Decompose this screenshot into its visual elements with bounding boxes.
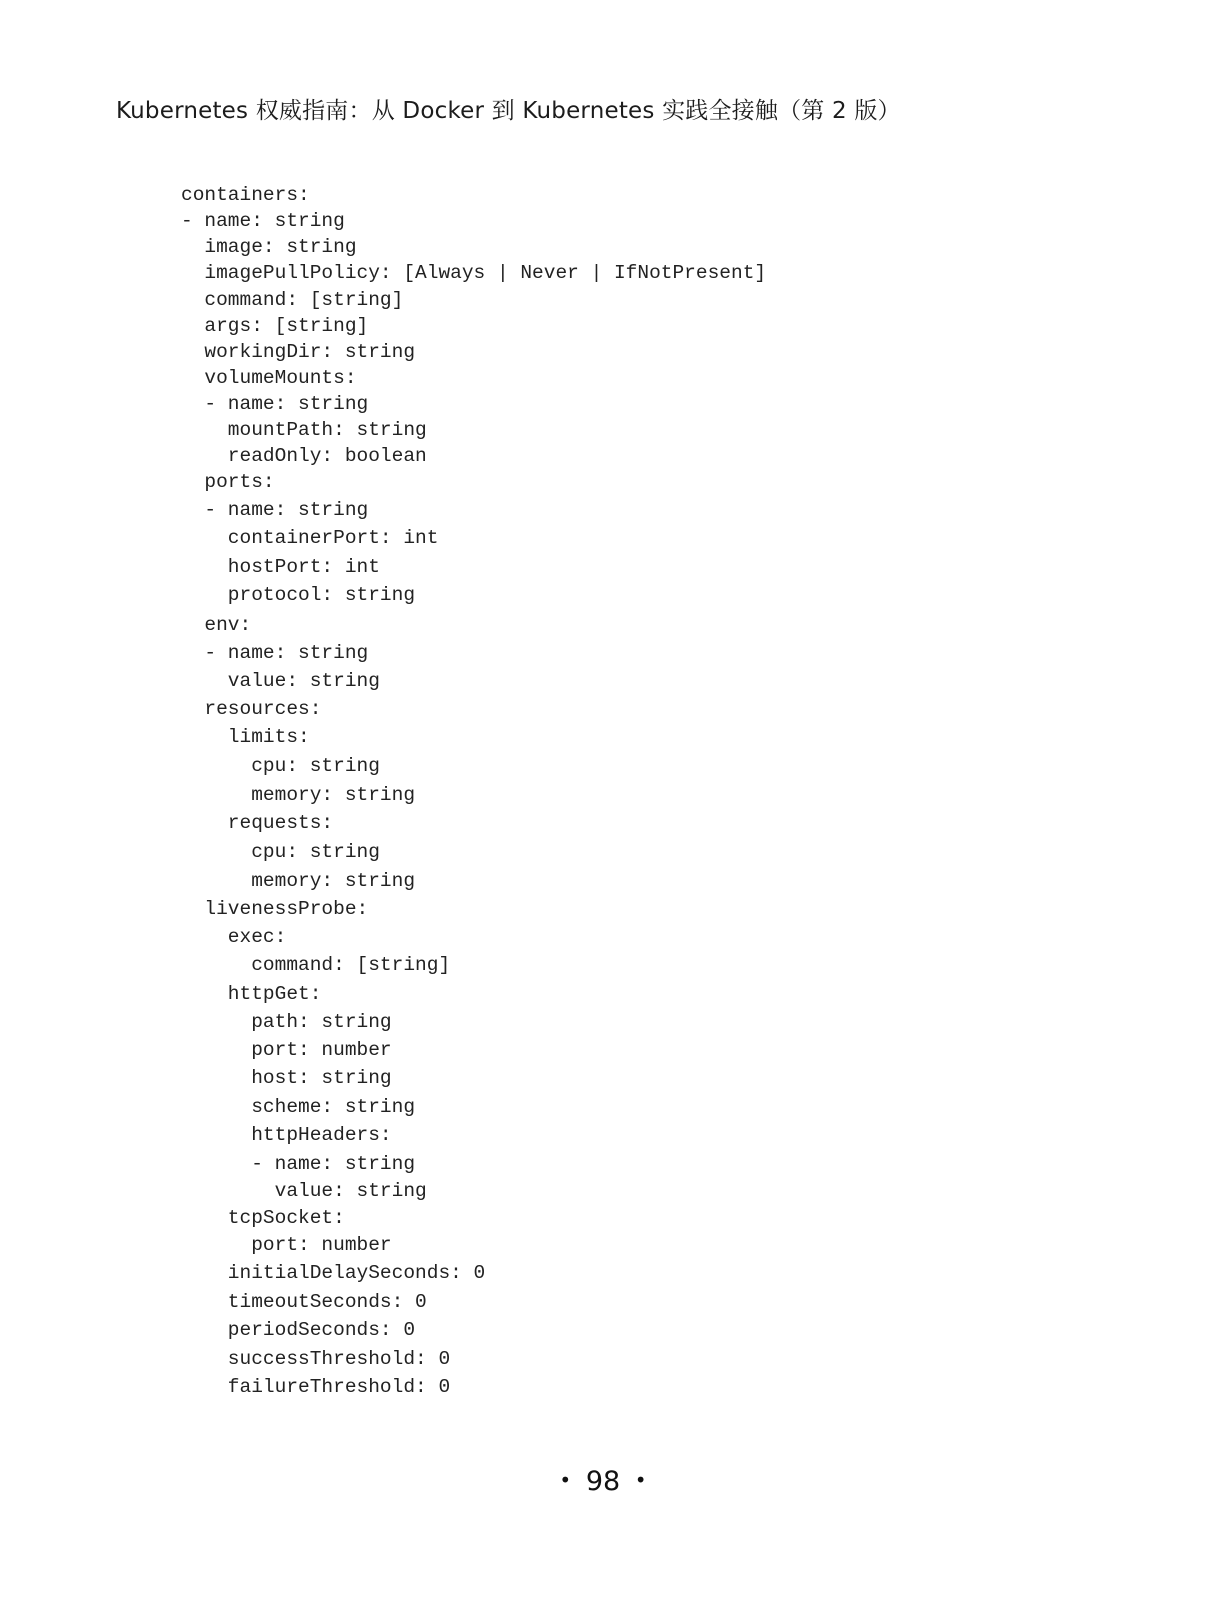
code-line: httpGet:: [181, 983, 322, 1005]
code-line: command: [string]: [181, 289, 404, 311]
code-line: requests:: [181, 812, 334, 834]
code-line: httpHeaders:: [181, 1124, 392, 1146]
code-line: periodSeconds: 0: [181, 1319, 416, 1341]
code-line: command: [string]: [181, 954, 451, 976]
code-line: cpu: string: [181, 841, 380, 863]
page-number-value: 98: [585, 1466, 621, 1497]
code-line: args: [string]: [181, 315, 369, 337]
code-line: env:: [181, 614, 252, 636]
code-line: memory: string: [181, 784, 416, 806]
page-number: [0, 1466, 1206, 1497]
code-line: hostPort: int: [181, 556, 380, 578]
code-line: tcpSocket:: [181, 1207, 345, 1229]
code-line: initialDelaySeconds: 0: [181, 1262, 486, 1284]
code-line: - name: string: [181, 499, 369, 521]
code-line: port: number: [181, 1039, 392, 1061]
page-number-right-bullet: •: [634, 1468, 647, 1492]
code-line: exec:: [181, 926, 287, 948]
code-line: host: string: [181, 1067, 392, 1089]
code-line: timeoutSeconds: 0: [181, 1291, 427, 1313]
code-line: workingDir: string: [181, 341, 416, 363]
code-line: path: string: [181, 1011, 392, 1033]
code-line: mountPath: string: [181, 419, 427, 441]
code-line: failureThreshold: 0: [181, 1376, 451, 1398]
code-line: scheme: string: [181, 1096, 416, 1118]
code-line: cpu: string: [181, 755, 380, 777]
code-line: volumeMounts:: [181, 367, 357, 389]
code-line: - name: string: [181, 1153, 416, 1175]
code-line: port: number: [181, 1234, 392, 1256]
code-line: image: string: [181, 236, 357, 258]
code-line: - name: string: [181, 393, 369, 415]
code-line: successThreshold: 0: [181, 1348, 451, 1370]
page-number-left-bullet: •: [559, 1468, 572, 1492]
code-line: - name: string: [181, 642, 369, 664]
code-line: containerPort: int: [181, 527, 439, 549]
running-header: Kubernetes 权威指南：从 Docker 到 Kubernetes 实践全接触（第 2 版）: [116, 98, 901, 124]
code-line: livenessProbe:: [181, 898, 369, 920]
code-line: - name: string: [181, 210, 345, 232]
code-line: readOnly: boolean: [181, 445, 427, 467]
code-line: ports:: [181, 471, 275, 493]
code-line: imagePullPolicy: [Always | Never | IfNotPresent]: [181, 262, 767, 284]
code-line: value: string: [181, 670, 380, 692]
code-line: protocol: string: [181, 584, 416, 606]
code-line: value: string: [181, 1180, 427, 1202]
code-line: resources:: [181, 698, 322, 720]
code-line: limits:: [181, 726, 310, 748]
code-line: containers:: [181, 184, 310, 206]
code-line: memory: string: [181, 870, 416, 892]
